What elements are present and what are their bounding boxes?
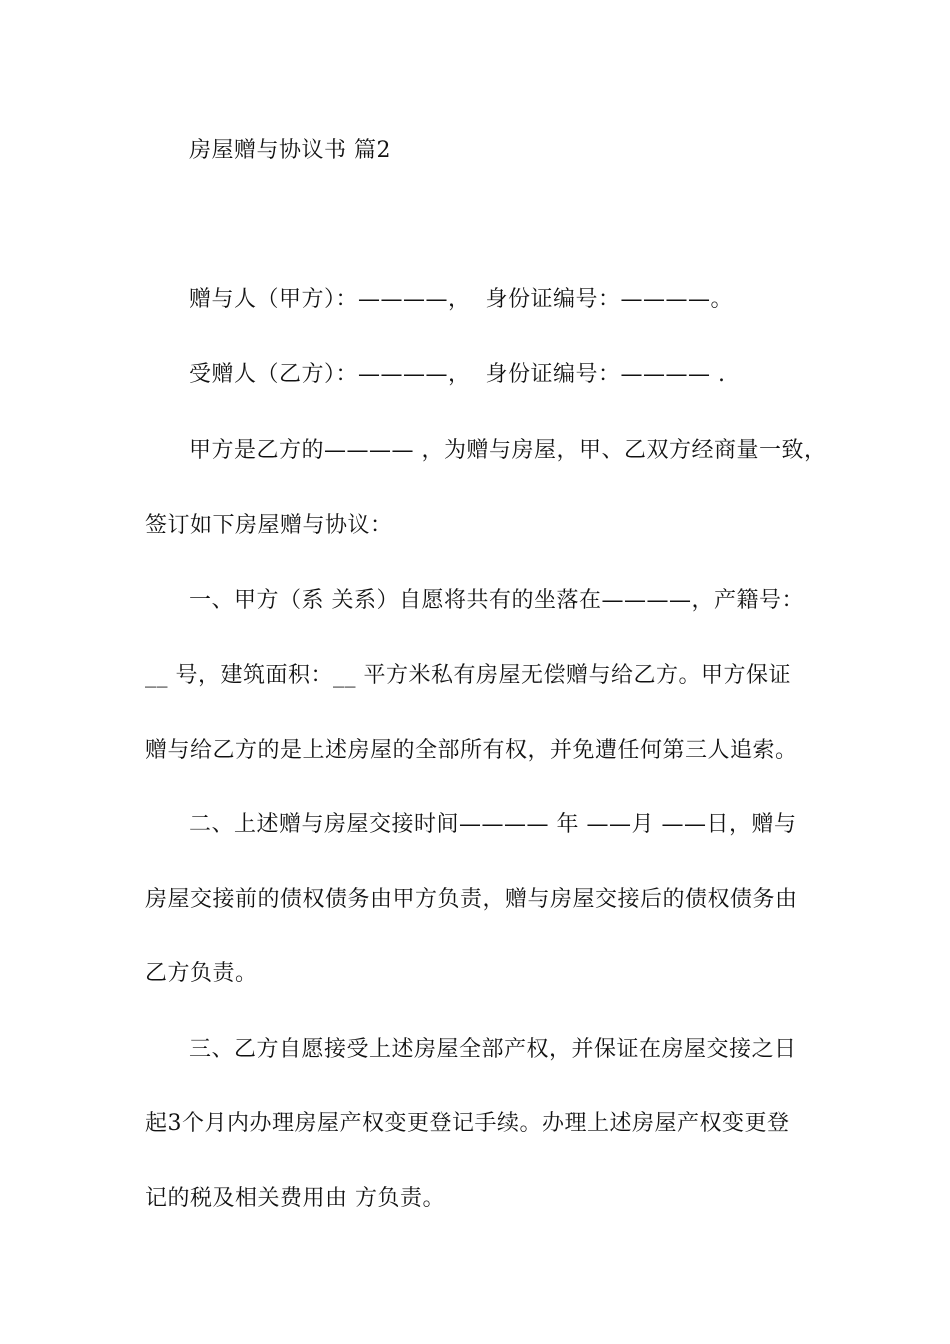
clause-2-line-1: 二、上述赠与房屋交接时间———— 年 ——月 ——日，赠与 xyxy=(189,812,797,837)
intro-paragraph-line-1: 甲方是乙方的———— ，为赠与房屋，甲、乙双方经商量一致， xyxy=(189,438,827,463)
clause-3-line-3: 记的税及相关费用由 方负责。 xyxy=(145,1186,445,1211)
clause-3-line-1: 三、乙方自愿接受上述房屋全部产权，并保证在房屋交接之日 xyxy=(189,1037,797,1062)
clause-1-line-2: __ 号，建筑面积：__ 平方米私有房屋无偿赠与给乙方。甲方保证 xyxy=(145,663,791,688)
donor-line: 赠与人（甲方）：————， 身份证编号：————。 xyxy=(189,287,733,312)
document-title: 房屋赠与协议书 篇2 xyxy=(189,138,391,163)
recipient-line: 受赠人（乙方）：————， 身份证编号：———— . xyxy=(189,362,726,387)
intro-paragraph-line-2: 签订如下房屋赠与协议： xyxy=(145,513,393,538)
clause-1-line-3: 赠与给乙方的是上述房屋的全部所有权，并免遭任何第三人追索。 xyxy=(145,738,798,763)
clause-1-line-1: 一、甲方（系 关系）自愿将共有的坐落在————，产籍号： xyxy=(189,588,804,613)
clause-2-line-3: 乙方负责。 xyxy=(145,961,258,986)
clause-3-line-2: 起3个月内办理房屋产权变更登记手续。办理上述房屋产权变更登 xyxy=(145,1111,790,1136)
clause-2-line-2: 房屋交接前的债权债务由甲方负责，赠与房屋交接后的债权债务由 xyxy=(145,887,798,912)
